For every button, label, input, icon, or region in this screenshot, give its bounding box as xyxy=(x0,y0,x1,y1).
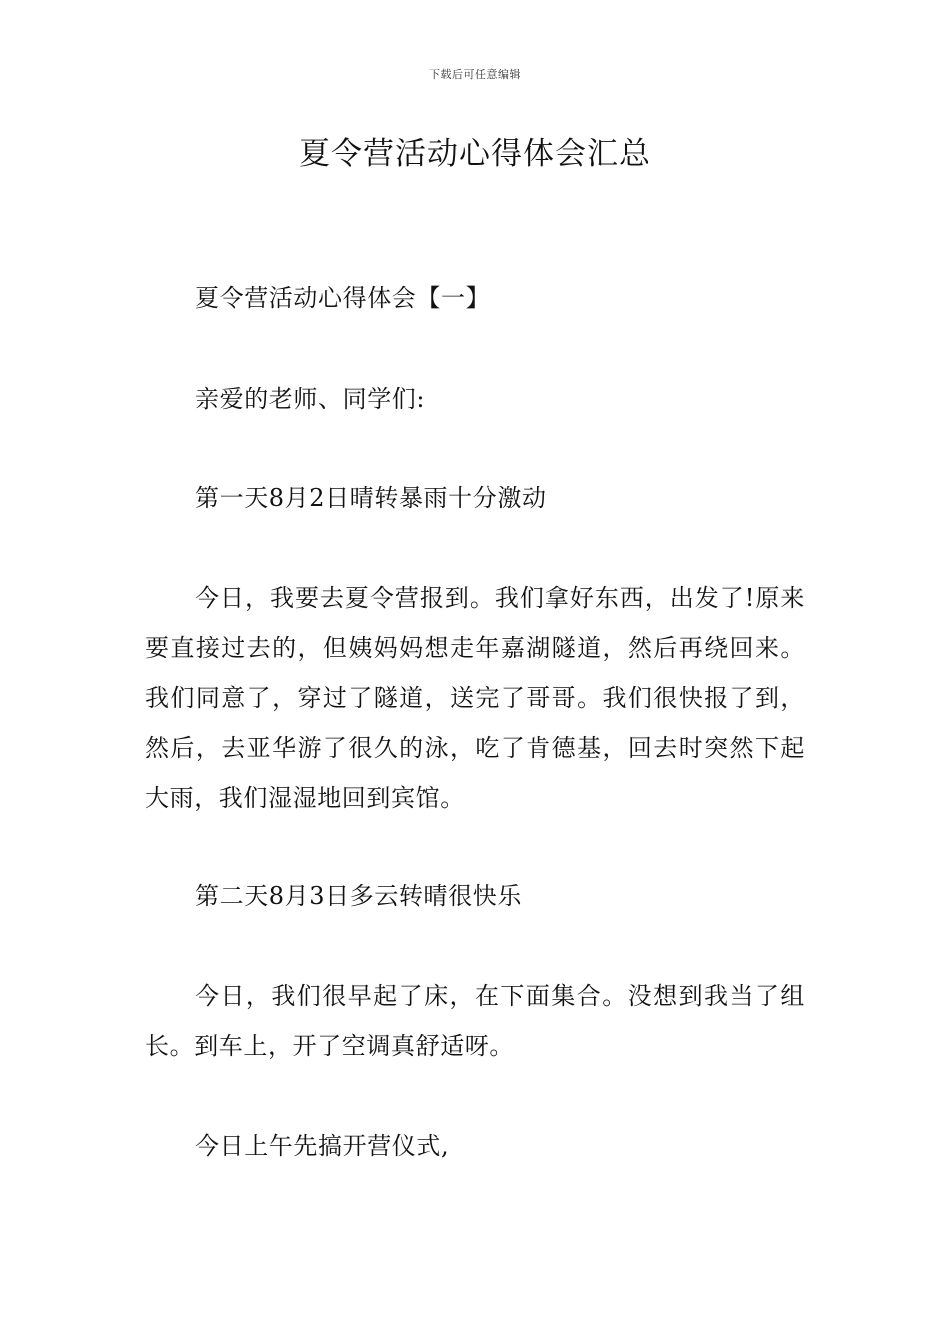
day-one-body: 今日，我要去夏令营报到。我们拿好东西，出发了!原来要直接过去的，但姨妈妈想走年嘉湖隧道，然后再绕回来。我们同意了，穿过了隧道，送完了哥哥。我们很快报了到，然后，去亚华游了很久的泳，吃了肯德基，回去时突然下起大雨，我们湿湿地回到宾馆。 xyxy=(145,584,805,812)
day-two-body: 今日，我们很早起了床，在下面集合。没想到我当了组长。到车上，开了空调真舒适呀。 xyxy=(145,982,805,1060)
header-note: 下载后可任意编辑 xyxy=(429,68,521,81)
day-two-continued: 今日上午先搞开营仪式, xyxy=(195,1132,450,1160)
salutation: 亲爱的老师、同学们: xyxy=(195,385,426,413)
section-heading: 夏令营活动心得体会【一】 xyxy=(195,284,491,312)
day-one-heading: 第一天8月2日晴转暴雨十分激动 xyxy=(195,484,547,512)
day-two-heading: 第二天8月3日多云转晴很快乐 xyxy=(195,882,522,910)
document-title: 夏令营活动心得体会汇总 xyxy=(299,136,651,172)
